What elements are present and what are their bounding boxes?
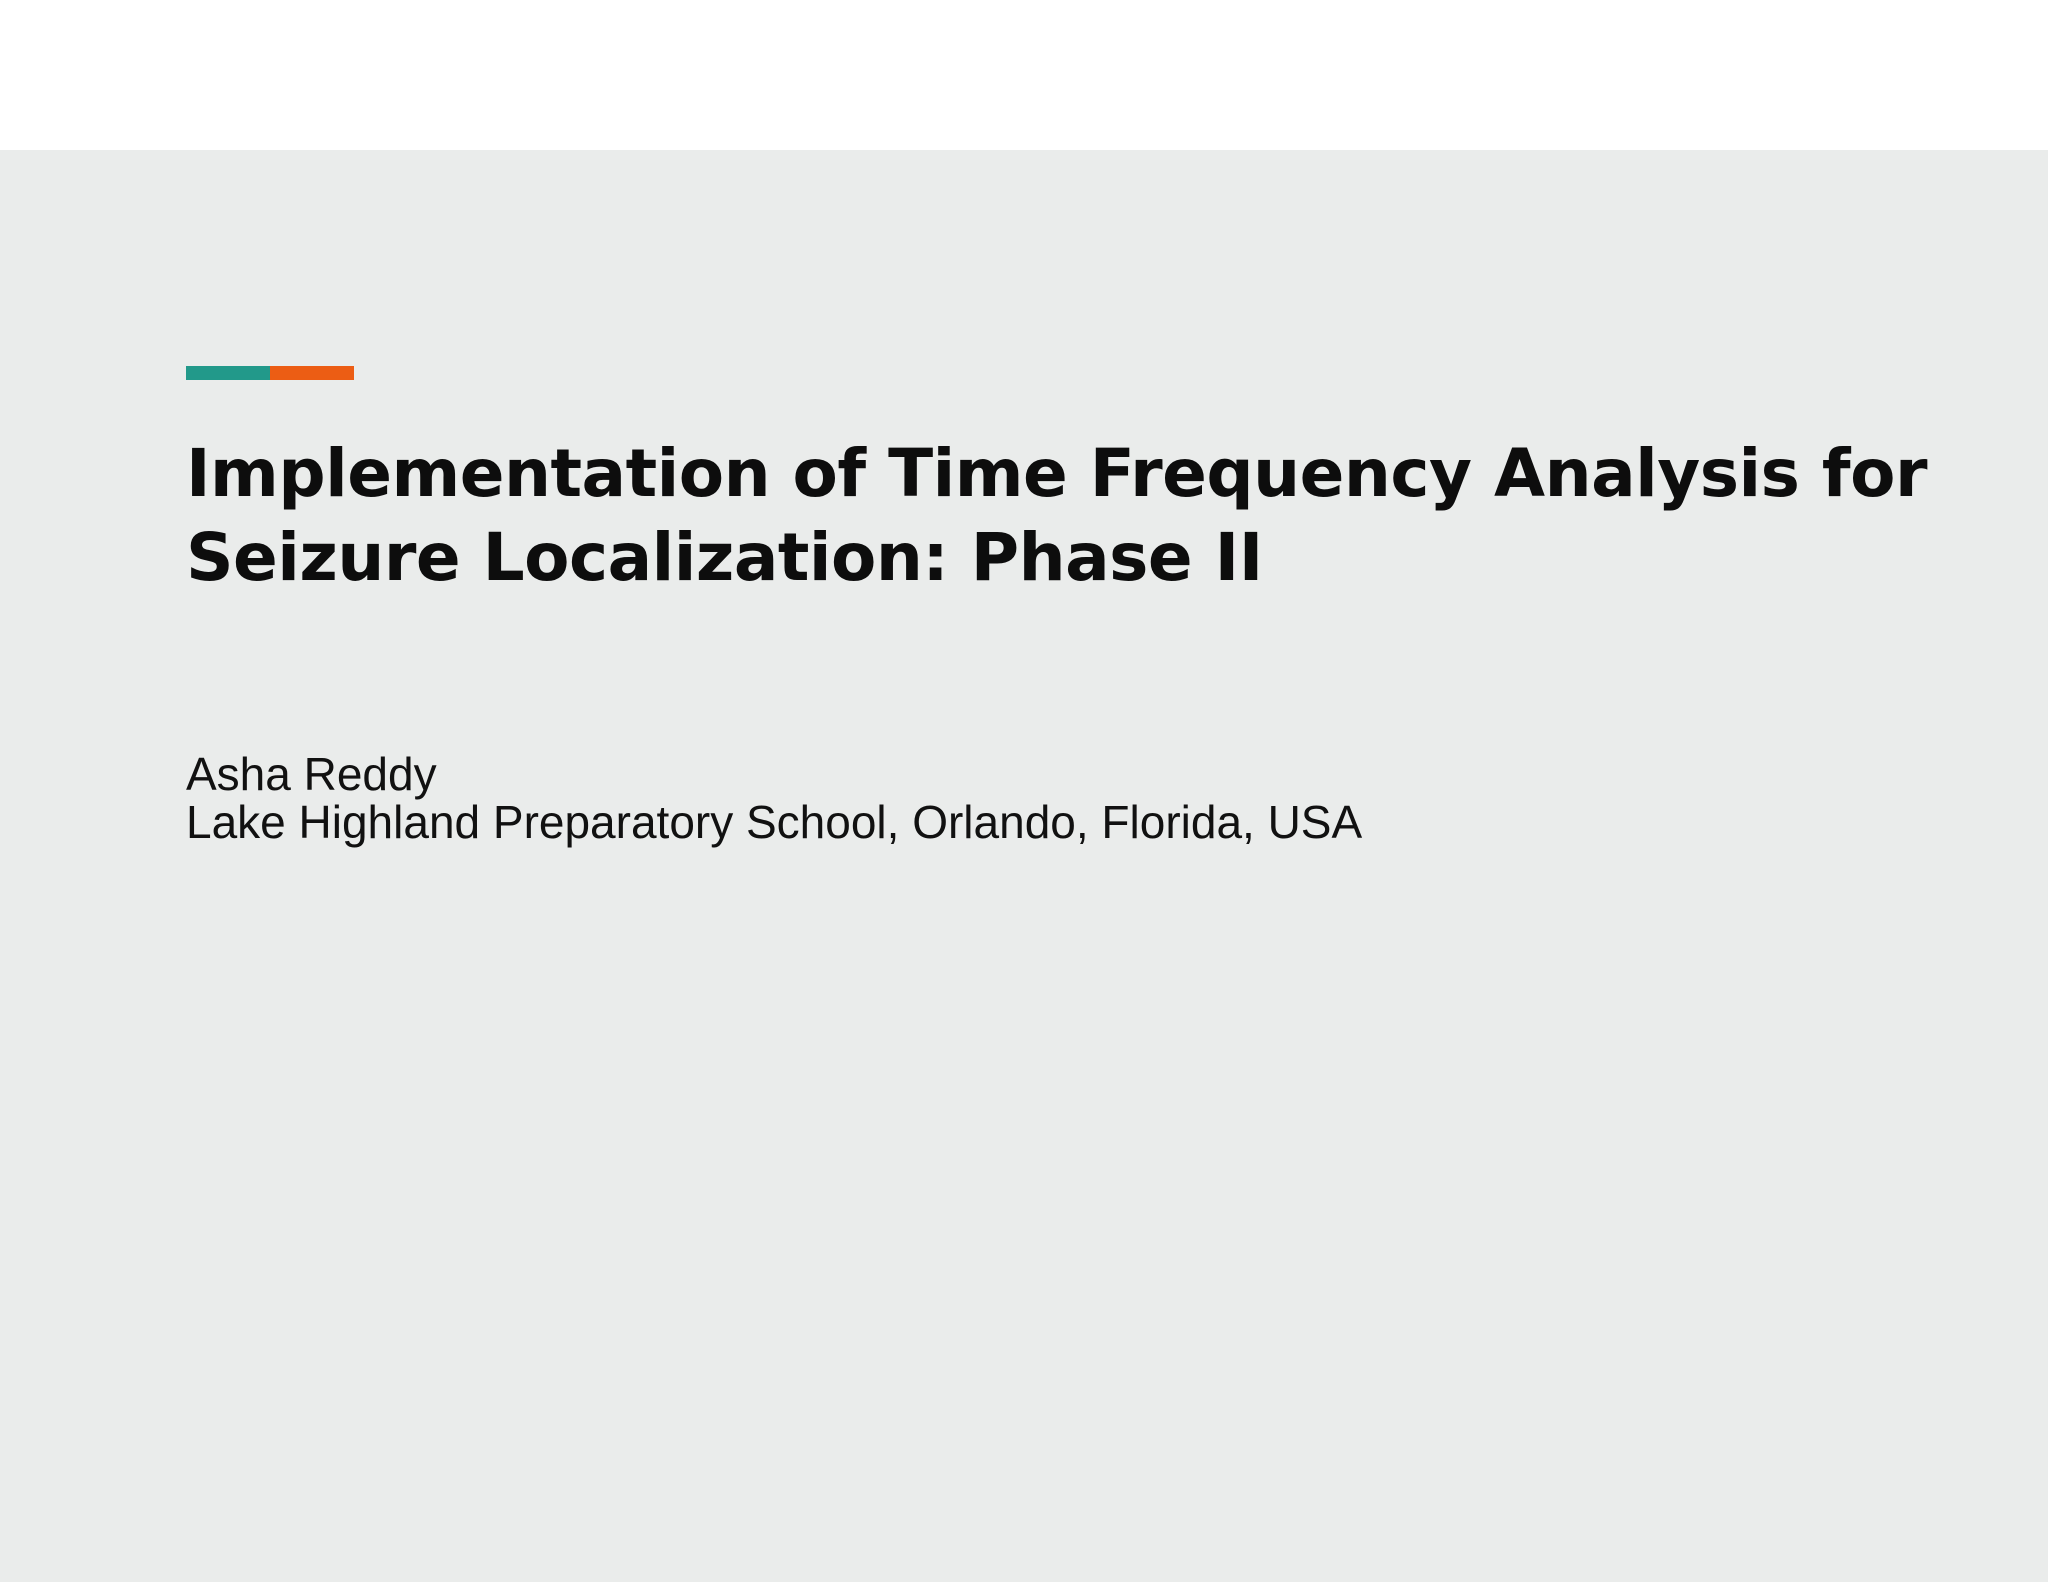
author-name: Asha Reddy (186, 748, 437, 800)
slide-title-line-1: Implementation of Time Frequency Analysis for (186, 435, 1928, 512)
accent-bar-teal-segment (186, 366, 270, 380)
title-slide (0, 150, 2048, 1582)
slide-title-line-2: Seizure Localization: Phase II (186, 519, 1263, 596)
author-block (186, 750, 1362, 846)
author-affiliation: Lake Highland Preparatory School, Orlando, Florida, USA (186, 796, 1363, 848)
slide-title (186, 432, 1928, 600)
accent-bar-orange-segment (270, 366, 354, 380)
accent-bar (186, 366, 354, 380)
